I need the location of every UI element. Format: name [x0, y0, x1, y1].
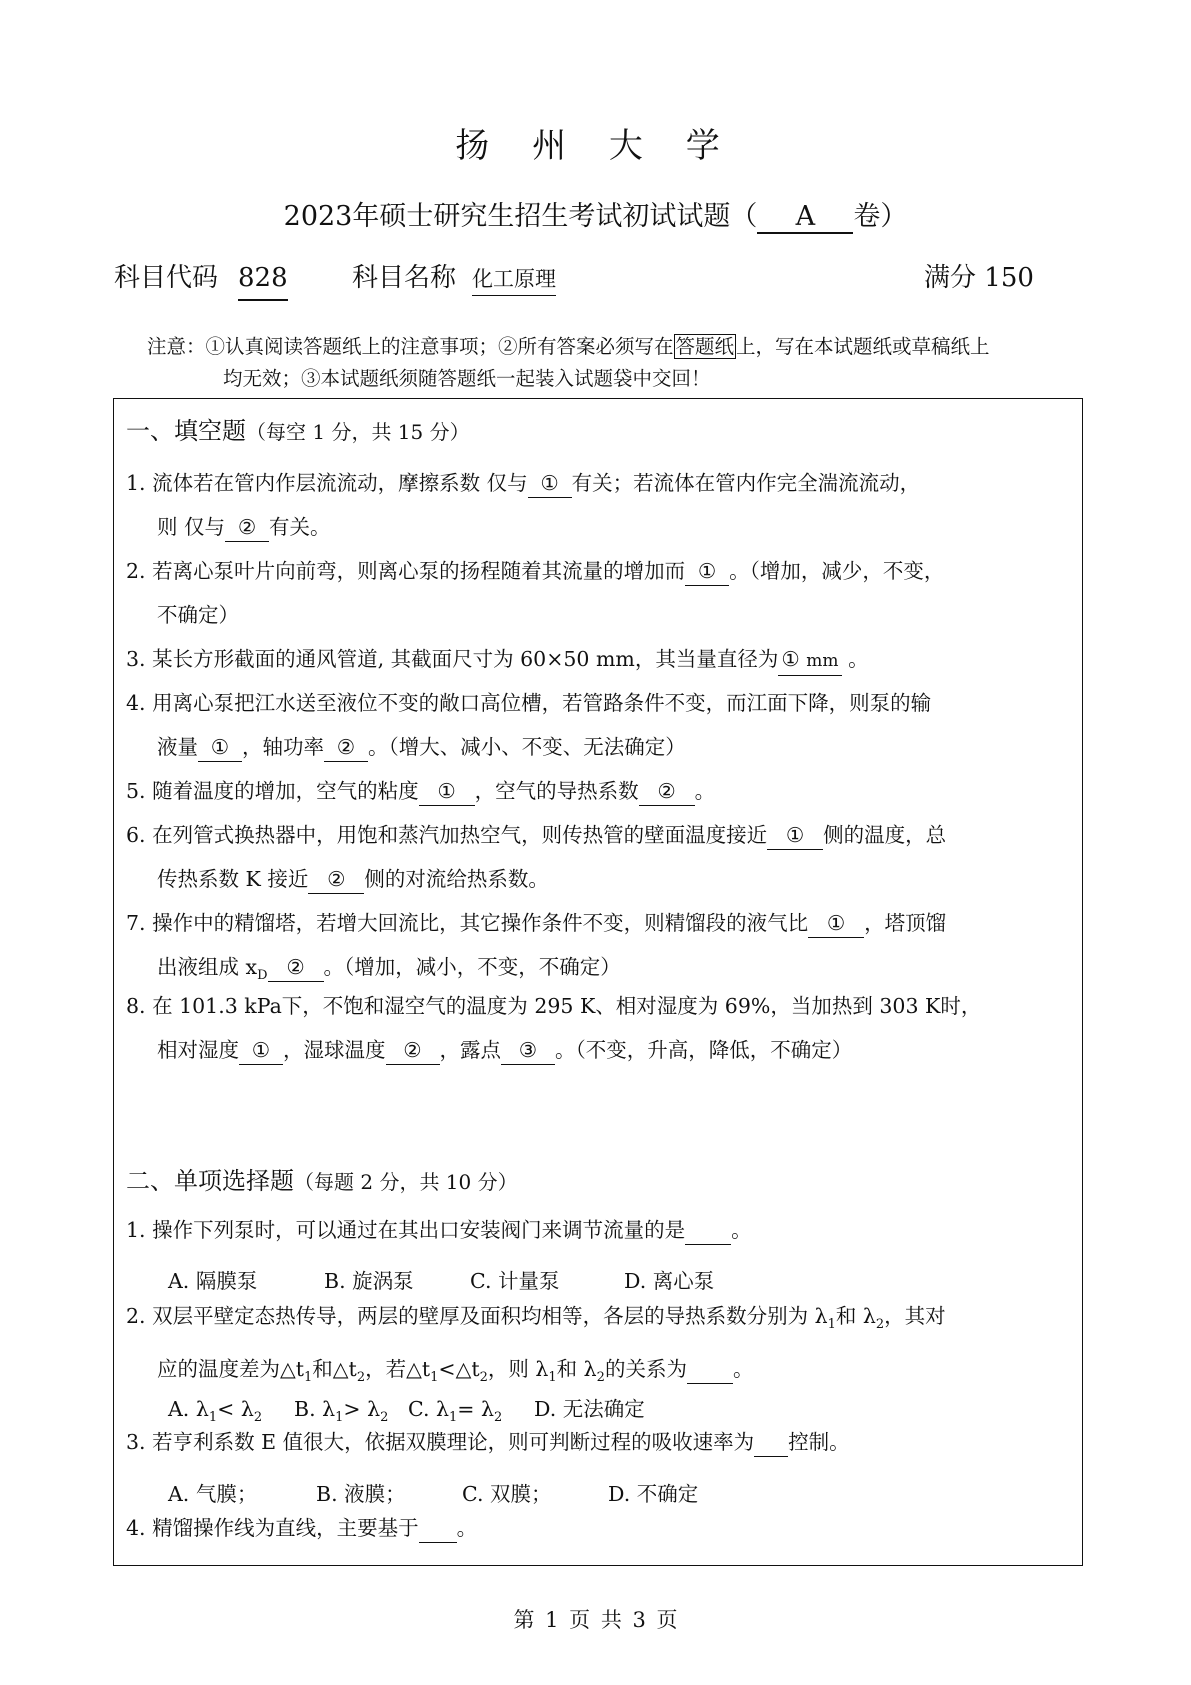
- fill-q4: [126, 681, 1076, 769]
- choice-q1-options: [168, 1264, 714, 1294]
- q-text: 。: [456, 1516, 478, 1540]
- subject-name-label: 科目名称: [352, 263, 457, 293]
- q-text: 。（增大、减小、不变、无法确定）: [368, 735, 686, 759]
- answer-sheet-box: 答题纸: [675, 335, 735, 358]
- option-text: > λ: [343, 1397, 381, 1421]
- option-b: B. 旋涡泵: [324, 1269, 414, 1293]
- subscript: 2: [253, 1410, 263, 1426]
- subscript: 1: [548, 1370, 557, 1386]
- choice-q2: [126, 1294, 1076, 1400]
- subscript: 1: [335, 1410, 344, 1426]
- blank-mark: ①: [781, 647, 800, 671]
- q-text: 4. 精馏操作线为直线，主要基于: [126, 1516, 419, 1540]
- choice-q3-options: [168, 1477, 698, 1507]
- subscript: 2: [493, 1410, 503, 1426]
- blank: [754, 1428, 788, 1457]
- notice: [147, 331, 1077, 395]
- option-text: A. λ: [168, 1397, 209, 1421]
- q-text: 相对湿度: [157, 1038, 239, 1062]
- question-frame: [113, 398, 1083, 1566]
- fill-q1: [126, 461, 1076, 549]
- option-text: C. λ: [408, 1397, 449, 1421]
- fill-q3: [126, 637, 1076, 681]
- q-text: ，塔顶馏: [864, 911, 947, 935]
- notice-text-3: 均无效；③本试题纸须随答题纸一起装入试题袋中交回！: [223, 367, 711, 390]
- exam-title: [0, 194, 1191, 234]
- q-text: 的关系为: [604, 1357, 687, 1382]
- unit: mm: [806, 651, 839, 671]
- blank: [419, 1514, 457, 1543]
- choice-q4: [126, 1506, 1076, 1550]
- section2-note: （每题 2 分，共 10 分）: [294, 1170, 518, 1194]
- q-text: ，露点: [439, 1038, 501, 1062]
- blank: ②: [225, 513, 269, 542]
- q-text: ，空气的导热系数: [474, 779, 639, 803]
- subscript: 2: [596, 1370, 605, 1386]
- subject-name-row: [352, 257, 556, 296]
- q-text: ，轴功率: [242, 735, 324, 759]
- blank: ①: [767, 821, 823, 850]
- fill-q2: [126, 549, 1076, 637]
- fill-q6: [126, 813, 1076, 901]
- subscript: 1: [304, 1370, 313, 1386]
- blank: ①: [198, 733, 242, 762]
- section1-note: （每空 1 分，共 15 分）: [246, 420, 470, 444]
- subscript: 2: [479, 1370, 488, 1386]
- subscript: 2: [380, 1410, 389, 1426]
- q-text: 。: [732, 1357, 754, 1382]
- notice-text-2: 上，写在本试题纸或草稿纸上: [736, 335, 990, 358]
- q-text: ，则 λ: [487, 1357, 549, 1382]
- q-text: 1. 流体若在管内作层流流动，摩擦系数 仅与: [126, 471, 528, 495]
- q-text: 有关；若流体在管内作完全湍流流动，: [571, 471, 921, 495]
- full-score-value: 150: [984, 263, 1034, 293]
- subscript: 2: [875, 1317, 885, 1333]
- full-score: [924, 257, 1034, 294]
- exam-title-pre: 2023年硕士研究生招生考试初试试题（: [283, 201, 758, 232]
- q-text: 控制。: [788, 1430, 850, 1454]
- subject-name: 化工原理: [472, 263, 556, 296]
- option-d: D. 不确定: [608, 1482, 699, 1506]
- blank: ①: [239, 1036, 283, 1065]
- option-text: = λ: [457, 1397, 494, 1421]
- subject-code-label: 科目代码: [114, 263, 219, 293]
- option-text: < λ: [217, 1397, 254, 1421]
- q-text: 。: [841, 647, 869, 671]
- subscript: 1: [430, 1370, 439, 1386]
- notice-label: 注意：: [147, 335, 206, 358]
- q-text: 8. 在 101.3 kPa下，不饱和湿空气的温度为 295 K、相对湿度为 69%，当加热到 303 K时，: [126, 994, 982, 1018]
- section2-title: 二、单项选择题: [126, 1167, 294, 1195]
- q-text: 有关。: [269, 515, 331, 539]
- blank: [687, 1355, 733, 1384]
- q-text: ，其对: [884, 1304, 946, 1328]
- blank: ③: [501, 1036, 555, 1065]
- option-d: D. 无法确定: [534, 1397, 645, 1421]
- paper-version: A: [757, 201, 853, 234]
- blank: ②: [639, 777, 695, 806]
- choice-q3: [126, 1420, 1076, 1464]
- choice-q1: [126, 1208, 1076, 1252]
- section1-title: 一、填空题: [126, 417, 246, 445]
- subject-code-row: [114, 257, 288, 301]
- blank: [685, 1216, 731, 1245]
- q-text: 出液组成 x: [157, 955, 258, 979]
- q-text: 4. 用离心泵把江水送至液位不变的敞口高位槽，若管路条件不变，而江面下降，则泵的输: [126, 691, 932, 715]
- option-a: A. 气膜；: [168, 1482, 258, 1506]
- q-text: 传热系数 K 接近: [157, 867, 309, 891]
- section2-heading: [126, 1161, 518, 1196]
- option-b: B. 液膜；: [316, 1482, 406, 1506]
- q-text: 5. 随着温度的增加，空气的粘度: [126, 779, 419, 803]
- q-text: 3. 若亨利系数 E 值很大，依据双膜理论，则可判断过程的吸收速率为: [126, 1430, 755, 1454]
- subscript: D: [257, 968, 268, 984]
- blank: ①: [685, 557, 729, 586]
- blank: ②: [386, 1036, 440, 1065]
- q-text: 。（增加，减小，不变，不确定）: [323, 955, 621, 979]
- blank: ①: [808, 909, 864, 938]
- subscript: 2: [356, 1370, 366, 1386]
- q-text: 侧的温度，总: [823, 823, 947, 847]
- q-text: 。: [731, 1218, 752, 1242]
- fill-q5: [126, 769, 1076, 813]
- q-text: 6. 在列管式换热器中，用饱和蒸汽加热空气，则传热管的壁面温度接近: [126, 823, 768, 847]
- blank: ①: [528, 469, 572, 498]
- notice-text-1: ①认真阅读答题纸上的注意事项；②所有答案必须写在: [205, 335, 674, 358]
- q-text: 。: [694, 779, 716, 803]
- q-text: ，若△t: [365, 1357, 431, 1382]
- subscript: 1: [448, 1410, 458, 1426]
- university-title: 扬 州 大 学: [455, 126, 736, 166]
- page-footer: 第 1 页 共 3 页: [513, 1608, 678, 1632]
- q-text: 2. 若离心泵叶片向前弯，则离心泵的扬程随着其流量的增加而: [126, 559, 686, 583]
- subscript: 1: [208, 1410, 218, 1426]
- option-text: B. λ: [294, 1397, 336, 1421]
- q-text: 不确定）: [157, 603, 239, 627]
- q-text: ，湿球温度: [283, 1038, 386, 1062]
- blank: [778, 645, 841, 676]
- option-d: D. 离心泵: [624, 1269, 715, 1293]
- q-text: 和 λ: [835, 1304, 876, 1328]
- q-text: 应的温度差为△t: [157, 1357, 305, 1382]
- blank: ①: [419, 777, 475, 806]
- option-c: C. 计量泵: [470, 1269, 560, 1293]
- section1-heading: [126, 411, 470, 446]
- q-text: 则 仅与: [157, 515, 226, 539]
- subject-code: 828: [238, 263, 288, 301]
- option-c: C. 双膜；: [462, 1482, 552, 1506]
- option-a: A. 隔膜泵: [168, 1269, 258, 1293]
- q-text: 液量: [157, 735, 198, 759]
- q-text: 和△t: [312, 1357, 357, 1382]
- full-score-label: 满分: [924, 263, 977, 293]
- q-text: 侧的对流给热系数。: [364, 867, 549, 891]
- blank: ②: [268, 953, 324, 982]
- blank: ②: [308, 865, 364, 894]
- q-text: 1. 操作下列泵时，可以通过在其出口安装阀门来调节流量的是: [126, 1218, 686, 1242]
- exam-title-post: 卷）: [853, 201, 908, 232]
- q-text: 。（增加，减少，不变，: [729, 559, 945, 583]
- subscript: 1: [827, 1317, 836, 1333]
- q-text: <△t: [438, 1357, 480, 1382]
- q-text: 2. 双层平壁定态热传导，两层的壁厚及面积均相等，各层的导热系数分别为 λ: [126, 1304, 828, 1328]
- q-text: 7. 操作中的精馏塔，若增大回流比，其它操作条件不变，则精馏段的液气比: [126, 911, 809, 935]
- fill-q8: [126, 984, 1076, 1072]
- q-text: 和 λ: [556, 1357, 597, 1382]
- q-text: 。（不变，升高，降低，不确定）: [555, 1038, 853, 1062]
- blank: ②: [324, 733, 368, 762]
- q-text: 3. 某长方形截面的通风管道, 其截面尺寸为 60×50 mm，其当量直径为: [126, 647, 779, 671]
